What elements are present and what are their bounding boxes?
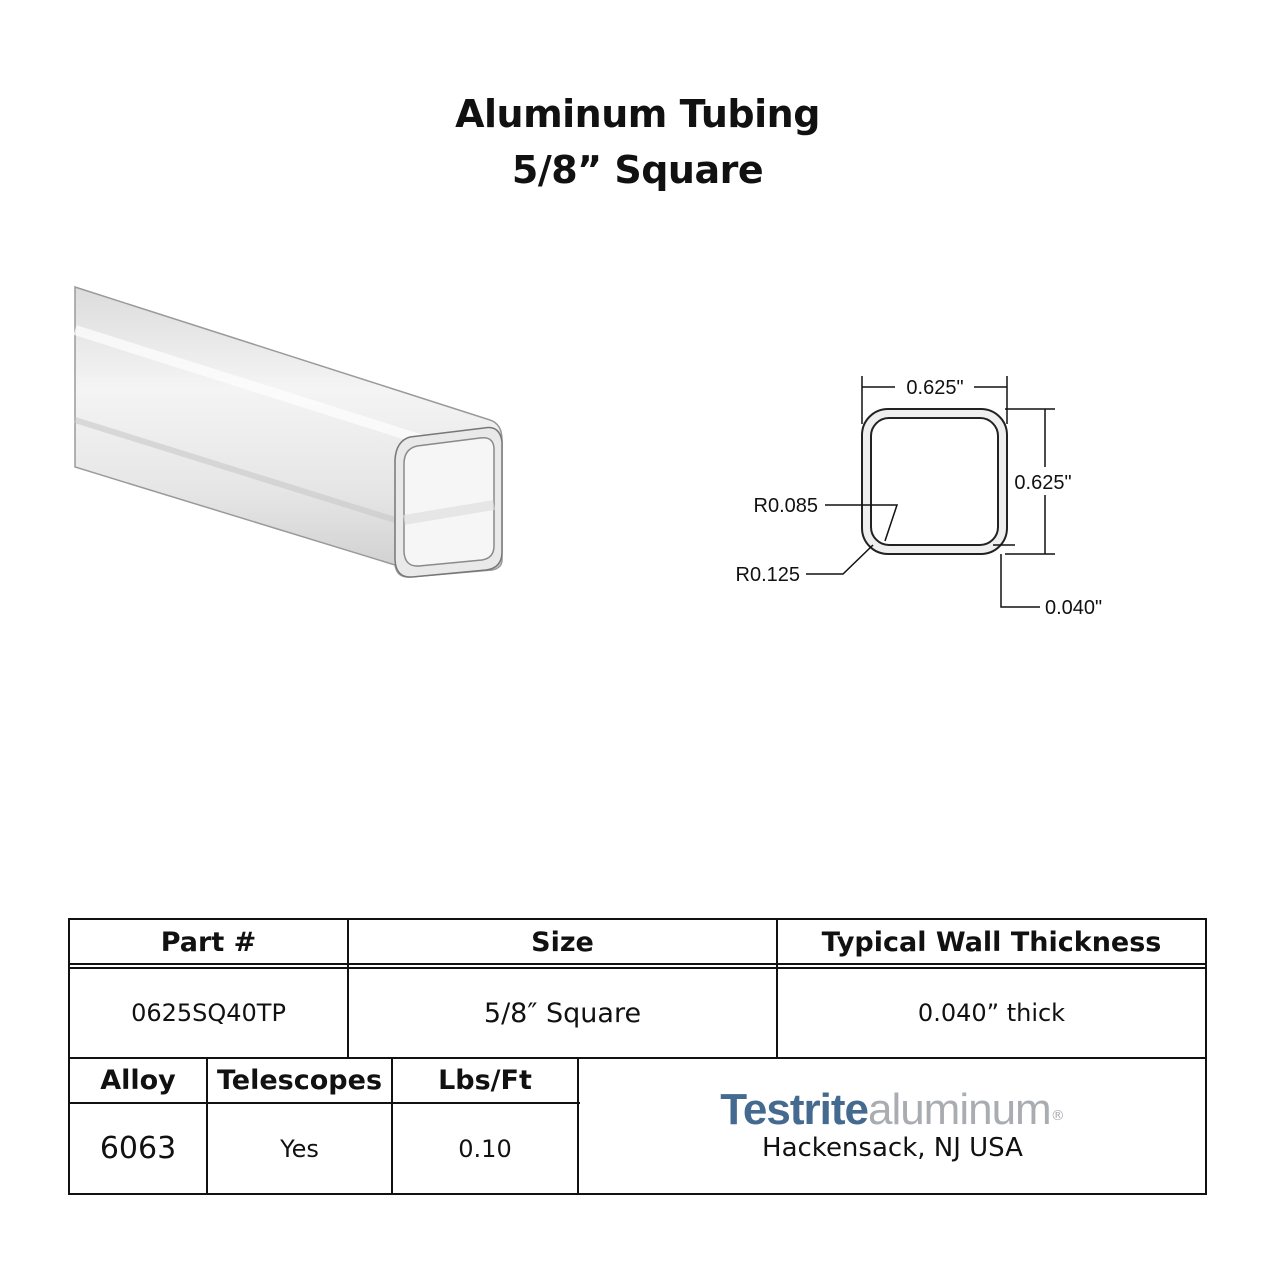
width-dimension-label: 0.625" (906, 377, 964, 399)
brand-location: Hackensack, NJ USA (762, 1133, 1023, 1163)
header-wall-thickness: Typical Wall Thickness (821, 926, 1162, 958)
inner-radius-label: R0.085 (753, 495, 818, 517)
brand-logo (580, 1084, 1205, 1135)
wall-thickness-label: 0.040" (1045, 597, 1103, 619)
page-title: Aluminum Tubing (455, 92, 820, 136)
header-alloy: Alloy (100, 1065, 176, 1096)
tube-illustration (75, 287, 502, 577)
value-telescopes: Yes (280, 1134, 319, 1163)
height-dimension-label: 0.625" (1014, 472, 1072, 494)
brand-name-light: aluminum (867, 1085, 1051, 1134)
value-size: 5/8″ Square (483, 997, 642, 1029)
cross-section-diagram (736, 376, 1103, 619)
header-part-number: Part # (160, 926, 257, 958)
brand-name-bold: Testrite (720, 1085, 868, 1134)
outer-radius-label: R0.125 (735, 564, 800, 586)
header-telescopes: Telescopes (216, 1065, 383, 1096)
value-part-number: 0625SQ40TP (131, 999, 286, 1027)
value-alloy: 6063 (99, 1131, 177, 1166)
registered-mark: ® (1050, 1108, 1065, 1124)
page-subtitle: 5/8” Square (511, 148, 764, 192)
value-wall-thickness: 0.040” thick (917, 999, 1066, 1027)
header-size: Size (531, 926, 594, 958)
header-lbs-per-ft: Lbs/Ft (438, 1065, 532, 1096)
value-lbs-per-ft: 0.10 (458, 1134, 512, 1163)
